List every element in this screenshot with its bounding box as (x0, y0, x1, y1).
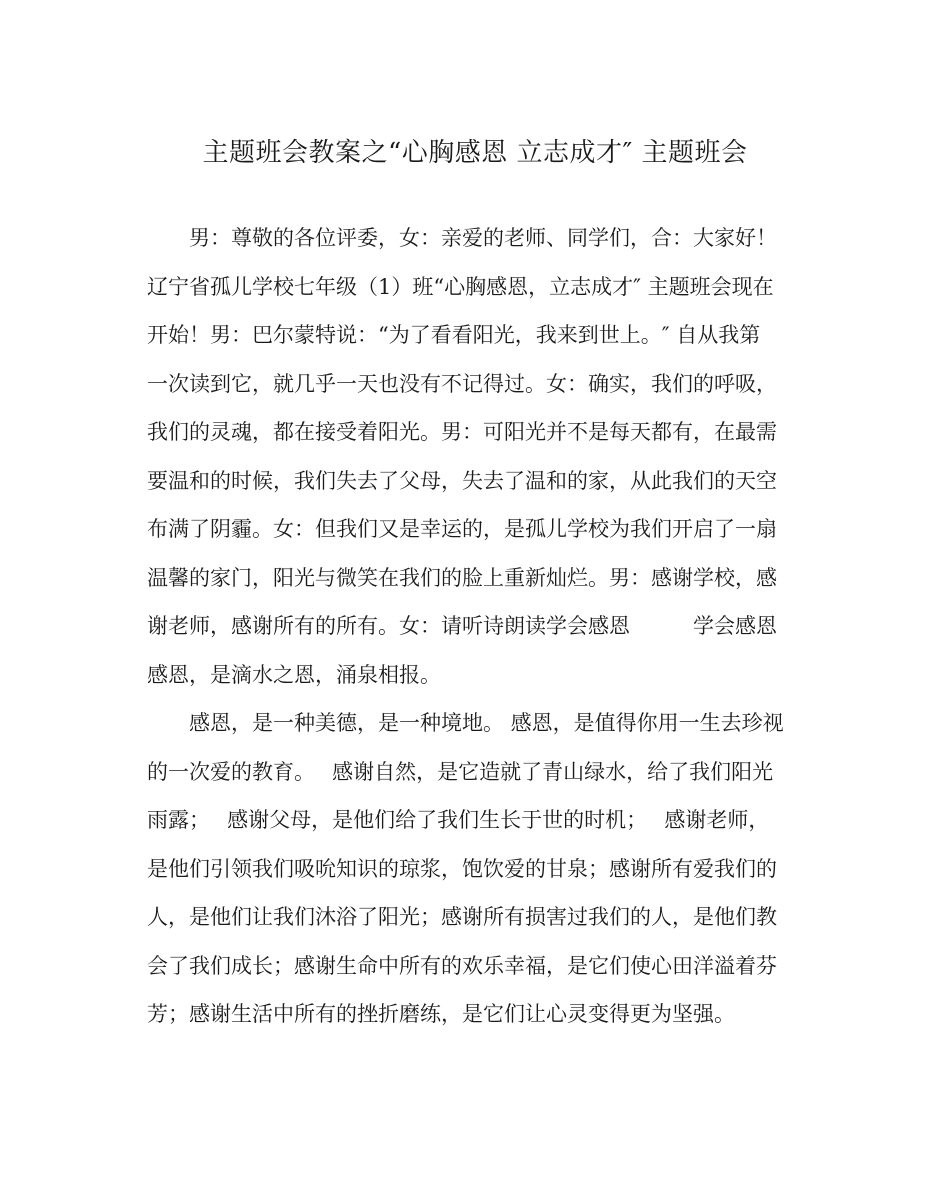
text-line: 辽宁省孤儿学校七年级（1）班“心胸感恩，立志成才″ 主题班会现在 (147, 274, 774, 299)
text-line: 布满了阴霾。女：但我们又是幸运的，是孤儿学校为我们开启了一扇 (147, 517, 777, 541)
text-line: 谢老师，感谢所有的所有。女：请听诗朗读学会感恩 学会感恩 (147, 614, 777, 638)
text-line: 我们的灵魂，都在接受着阳光。男：可阳光并不是每天都有，在最需 (147, 420, 777, 444)
text-line: 雨露； 感谢父母，是他们给了我们生长于世的时机； 感谢老师， (147, 808, 770, 832)
text-line: 芳；感谢生活中所有的挫折磨练，是它们让心灵变得更为坚强。 (147, 1002, 735, 1026)
text-line: 一次读到它，就几乎一天也没有不记得过。女：确实，我们的呼吸， (147, 371, 777, 396)
text-line: 的一次爱的教育。 感谢自然，是它造就了青山绿水，给了我们阳光 (147, 759, 774, 784)
document-body (147, 218, 807, 1043)
text-line: 是他们引领我们吸吮知识的琼浆，饱饮爱的甘泉；感谢所有爱我们的 (147, 856, 777, 881)
text-line: 男：尊敬的各位评委，女：亲爱的老师、同学们，合：大家好！ (147, 226, 777, 250)
text-line: 感恩，是滴水之恩，涌泉相报。 (147, 662, 441, 687)
text-line: 会了我们成长；感谢生命中所有的欢乐幸福，是它们使心田洋溢着芬 (147, 953, 777, 978)
text-line: 温馨的家门，阳光与微笑在我们的脸上重新灿烂。男：感谢学校，感 (147, 565, 777, 590)
text-line: 要温和的时候，我们失去了父母，失去了温和的家，从此我们的天空 (147, 468, 777, 493)
text-line: 开始！男：巴尔蒙特说：“为了看看阳光，我来到世上。″ 自从我第 (147, 323, 761, 347)
text-line: 感恩，是一种美德，是一种境地。 感恩，是值得你用一生去珍视 (147, 711, 784, 735)
text-line: 人，是他们让我们沐浴了阳光；感谢所有损害过我们的人，是他们教 (147, 905, 777, 929)
document-title: 主题班会教案之“心胸感恩 立志成才″ 主题班会 (202, 138, 748, 168)
